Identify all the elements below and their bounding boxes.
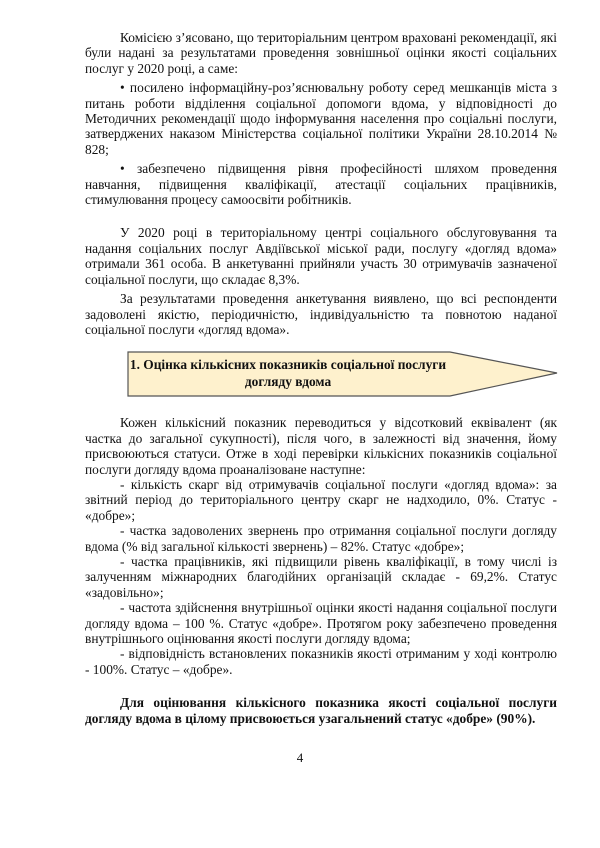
paragraph-quantitative-intro: Кожен кількісний показник переводиться у відсотковий еквівалент (як частка до загальної сукупності), після чого, в залежності від значення, йому присвоюються статуси. Отже в ході перевірки кількісних показників соціальної послуги догляду вдома проаналізоване наступне:: [85, 415, 557, 477]
indicator-item: - частка працівників, які підвищили рівень кваліфікації, в тому числі із залученням міжнародних благодійних організацій складає - 69,2%. Статус «задовільно»;: [85, 553, 557, 600]
paragraph-overall-status: Для оцінювання кількісного показника якості соціальної послуги догляду вдома в цілому присвоюється узагальнений статус «добре» (90%).: [85, 695, 557, 726]
section-heading: [129, 356, 447, 390]
indicator-item: - відповідність встановлених показників якості отриманим у ході контролю - 100%. Статус – «добре».: [85, 646, 557, 677]
indicator-item: - кількість скарг від отримувачів соціальної послуги «догляд вдома»: за звітний період до територіального центру скарг не надходило, 0%. Статус - «добре»;: [85, 476, 557, 523]
indicator-item: - частота здійснення внутрішньої оцінки якості надання соціальної послуги догляду вдома – 100 %. Статус «добре». Протягом року забезпечено проведення внутрішнього оцінювання якості послуги догляду вдома;: [85, 600, 557, 646]
page-number: 4: [296, 750, 304, 766]
section-heading-block: [127, 351, 559, 397]
indicator-item: - частка задоволених звернень про отримання соціальної послуги догляду вдома (% від загальної кількості звернень) – 82%. Статус «добре»;: [85, 523, 557, 554]
section-heading-line1: 1. Оцінка кількісних показників соціальної послуги: [129, 357, 447, 373]
paragraph-survey-results: За результатами проведення анкетування виявлено, що всі респонденти задоволені якістю, періодичністю, індивідуальністю та повнотою наданої соціальної послуги «догляд вдома».: [85, 291, 557, 337]
section-heading-line2: догляду вдома: [244, 374, 332, 390]
paragraph-commission-findings: Комісією з’ясовано, що територіальним центром враховані рекомендації, які були надані за результатами проведення зовнішньої оцінки якості соціальних послуг у 2020 році, а саме:: [85, 30, 557, 76]
bullet-information-work: • посилено інформаційну-роз’яснювальну роботу серед мешканців міста з питань роботи відділення соціальної допомоги вдома, у відповідності до Методичних рекомендації щодо інформування населення про соціальні послуги, затверджених наказом Міністерства соціальної політики України 28.10.2014 № 828;: [85, 80, 557, 157]
paragraph-survey-participants: У 2020 році в територіальному центрі соціального обслуговування та надання соціальних послуг Авдіївської міської ради, послугу «догляд вдома» отримали 361 особа. В анкетуванні прийняли участь 30 отримувачів зазначеної соціальної послуги, що складає 8,3%.: [85, 225, 557, 287]
bullet-professional-development: • забезпечено підвищення рівня професійності шляхом проведення навчання, підвищення кваліфікації, атестації соціальних працівників, стимулювання процесу самоосвіти робітників.: [85, 161, 557, 208]
